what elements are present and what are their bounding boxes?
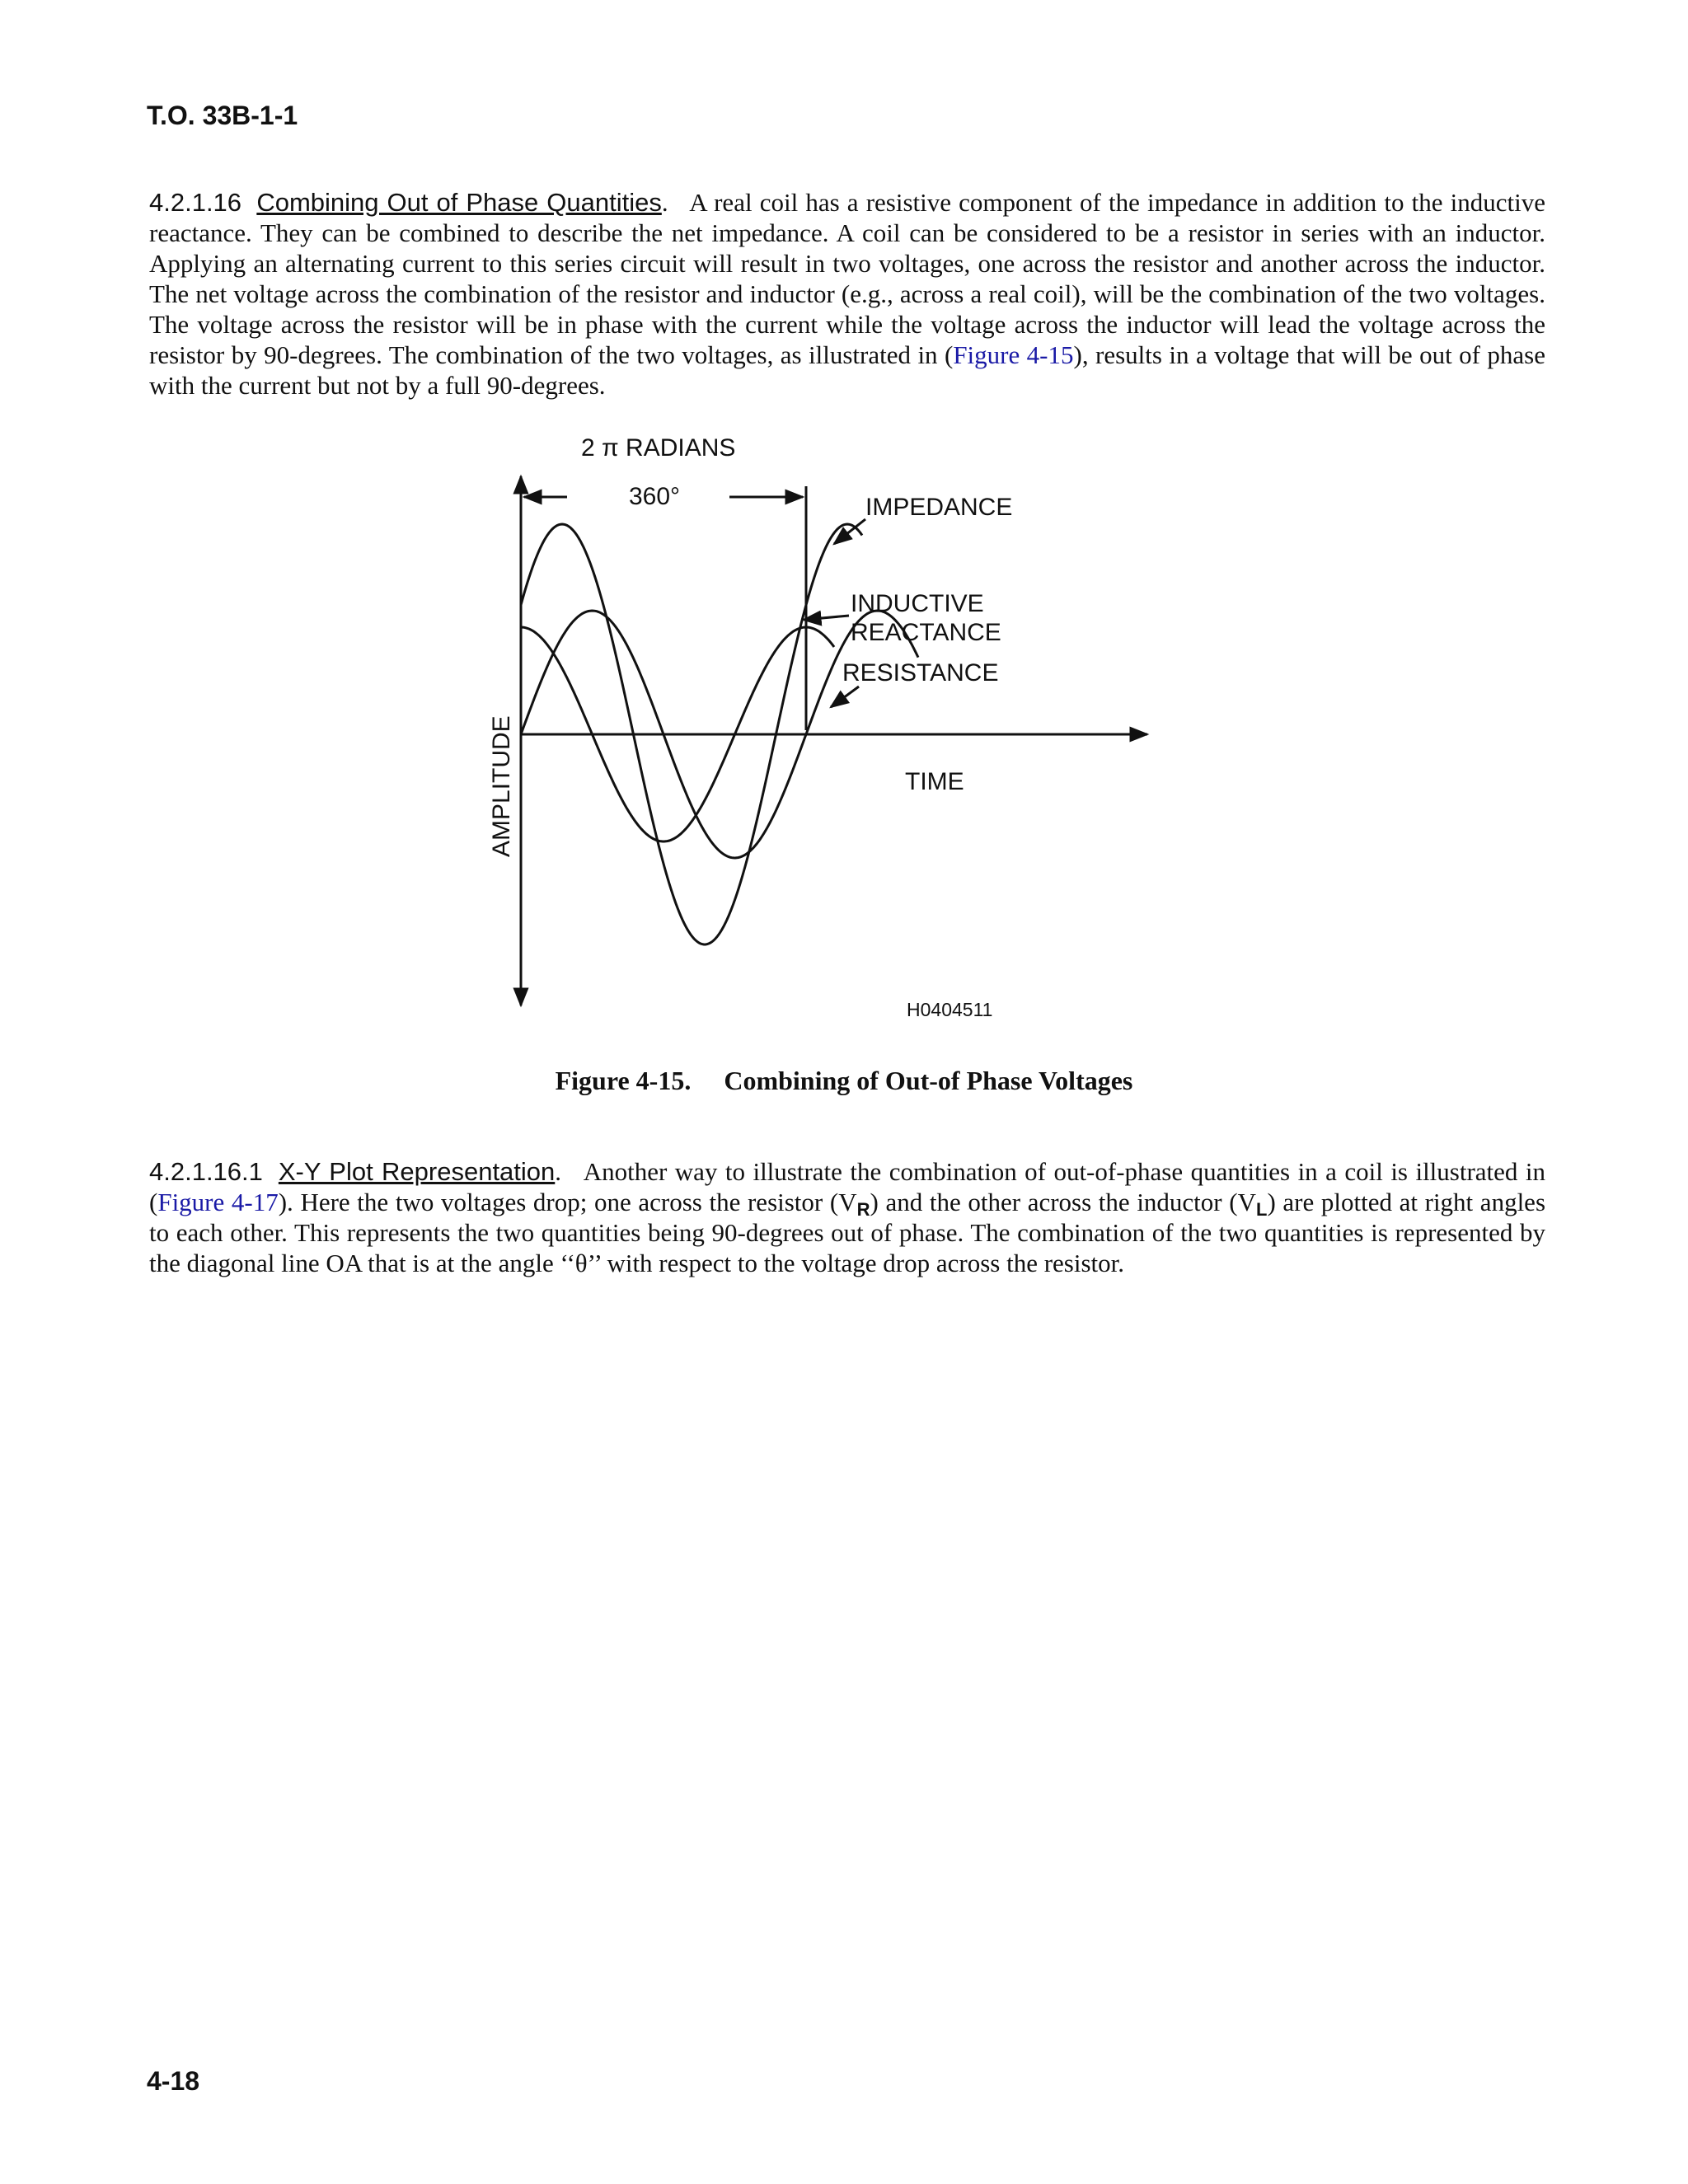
page-number: 4-18 [147, 2066, 200, 2096]
waveform-diagram [478, 429, 1220, 1022]
impedance-label: IMPEDANCE [865, 494, 1013, 521]
resistance-label: RESISTANCE [842, 659, 999, 687]
resistance-leader-arrow [831, 687, 859, 707]
section-body-text: A real coil has a resistive component of the impedance in addition to the inductive reactance. They can be combined to describe the net impedance. A coil can be considered to be a resistor in series with an inductor. Applying an alternating current to this series circuit will result in two voltages, one across the resistor and another across the inductor. The net voltage across the combination of the resistor and inductor (e.g., across a real coil), will be the combination of the two voltages. The voltage across the resistor will be in phase with the current while the voltage across the inductor will lead the voltage across the resistor by 90-degrees. The combination of the two voltages, as illustrated in ( [149, 188, 1546, 369]
inductive-leader-arrow [804, 616, 849, 620]
subscript-r: R [856, 1199, 870, 1220]
section-body-text-3: ) and the other across the inductor (V [870, 1188, 1256, 1216]
section-4-2-1-16-1: 4.2.1.16.1 X-Y Plot Representation. Another way to illustrate the combination of out-of-phase quantities in a coil is illustrated in (Figure 4-17). Here the two voltages drop; one across the resistor $(V_R)$ and the other across the inductor $(V_L)$ are plotted at right angles to each other. This represents the two quantities being 90-degrees out of phase. The combination of the two quantities is represented by the diagonal line OA that is at the angle ‘‘θ’’ with respect to the voltage drop across the resistor. [149, 1157, 1546, 1277]
section-body-text: Another way to illustrate the combination of out-of-phase quantities in a coil is illustrated in ( [149, 1157, 1545, 1216]
figure-id-label: H0404511 [907, 999, 993, 1020]
section-body-text-4: ) are plotted at right angles to each other. This represents the two quantities being 90-degrees out of phase. The combination of the two quantities is represented by the diagonal line OA that is at the angle ‘‘θ’’ with respect to the voltage drop across the resistor. [149, 1188, 1546, 1277]
section-title: Combining Out of Phase Quantities [256, 188, 662, 217]
section-title: X-Y Plot Representation [278, 1157, 556, 1186]
inductive-label-line1: INDUCTIVE [851, 590, 984, 617]
radians-label: 2 π RADIANS [581, 434, 736, 462]
figure-4-17-link[interactable]: Figure 4-17 [157, 1188, 279, 1216]
section-number: 4.2.1.16.1 [149, 1157, 263, 1186]
inductive-label-line2: REACTANCE [851, 619, 1001, 646]
section-4-2-1-16: 4.2.1.16 Combining Out of Phase Quantities. A real coil has a resistive component of the impedance in addition to the inductive reactance. They can be combined to describe the net impedance. A coil can be considered to be a resistor in series with an inductor. Applying an alternating current to this series circuit will result in two voltages, one across the resistor and another across the inductor. The net voltage across the combination of the resistor and inductor (e.g., across a real coil), will be the combination of the two voltages. The voltage across the resistor will be in phase with the current while the voltage across the inductor will lead the voltage across the resistor by 90-degrees. The combination of the two voltages, as illustrated in (Figure 4-15), results in a voltage that will be out of phase with the current but not by a full 90-degrees. [149, 188, 1546, 400]
figure-4-15-link[interactable]: Figure 4-15 [953, 340, 1074, 369]
degrees-label: 360° [629, 483, 681, 510]
amplitude-label: AMPLITUDE [488, 715, 515, 857]
section-body-text-end: ), results in a voltage that will be out of phase with the current but not by a full 90-degrees. [149, 340, 1545, 400]
caption-number: Figure 4-15. [555, 1066, 692, 1095]
figure-4-15 [478, 429, 1220, 1022]
subscript-l: L [1255, 1199, 1268, 1220]
time-label: TIME [905, 768, 964, 795]
section-number: 4.2.1.16 [149, 188, 242, 217]
section-body-text-2: ). Here the two voltages drop; one across the resistor (V [278, 1188, 857, 1216]
document-id: T.O. 33B-1-1 [147, 101, 298, 130]
caption-title: Combining of Out-of Phase Voltages [724, 1066, 1133, 1095]
figure-caption [0, 1066, 1688, 1096]
